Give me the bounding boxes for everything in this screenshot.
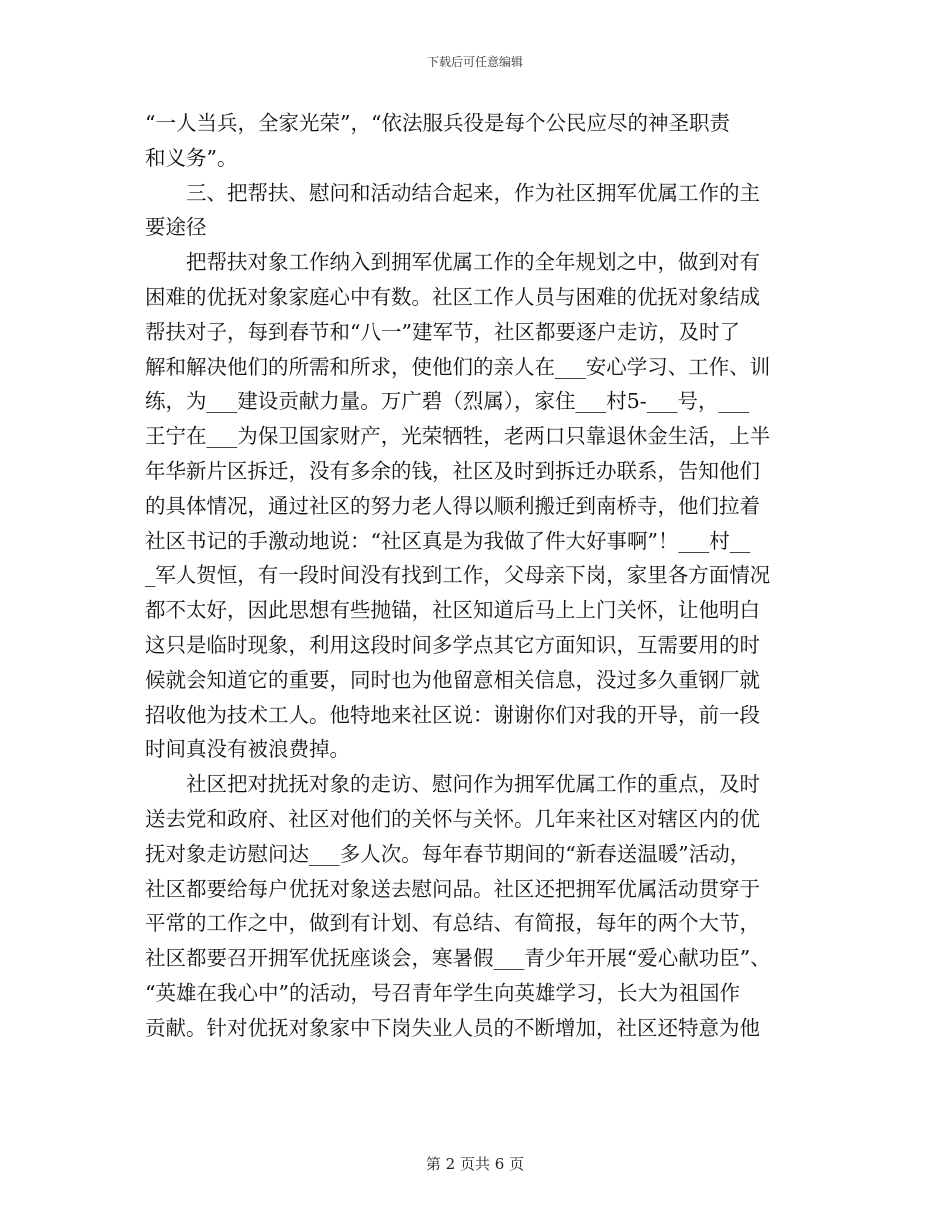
text-line: “一人当兵，全家光荣”，“依法服兵役是每个公民应尽的神圣职责 — [145, 111, 730, 135]
text-line: 候就会知道它的重要，同时也为他留意相关信息，没过多久重钢厂就 — [145, 667, 760, 692]
text-line: 解和解决他们的所需和所求，使他们的亲人在___安心学习、工作、训 — [145, 354, 771, 379]
text-line: 要途径 — [145, 215, 207, 240]
text-line: 社区都要召开拥军优抚座谈会，寒暑假___青少年开展“爱心献功臣”、 — [145, 946, 771, 971]
text-line: 王宁在___为保卫国家财产，光荣牺牲，老两口只靠退休金生活，上半 — [145, 424, 771, 449]
text-line: 都不太好，因此思想有些抛锚，社区知道后马上上门关怀，让他明白 — [145, 598, 760, 623]
page-header: 下载后可任意编辑 — [426, 55, 523, 69]
text-line: 贡献。针对优抚对象家中下岗失业人员的不断增加，社区还特意为他 — [145, 1015, 760, 1040]
text-line: 社区书记的手激动地说：“社区真是为我做了件大好事啊”！___村__ — [145, 528, 751, 553]
page-footer: 第 2 页共 6 页 — [425, 1155, 525, 1173]
text-line: 时间真没有被浪费掉。 — [145, 737, 350, 762]
text-line: 送去党和政府、社区对他们的关怀与关怀。几年来社区对辖区内的优 — [145, 806, 760, 831]
text-line: 困难的优抚对象家庭心中有数。社区工作人员与困难的优抚对象结成 — [145, 284, 760, 309]
text-line: 的具体情况，通过社区的努力老人得以顺利搬迁到南桥寺，他们拉着 — [145, 493, 760, 518]
text-line: “英雄在我心中”的活动，号召青年学生向英雄学习，长大为祖国作 — [145, 980, 740, 1005]
text-line: 年华新片区拆迁，没有多余的钱，社区及时到拆迁办联系，告知他们 — [145, 458, 760, 483]
text-line: 把帮扶对象工作纳入到拥军优属工作的全年规划之中，做到对有 — [145, 250, 760, 275]
text-line: 和义务”。 — [145, 145, 238, 170]
text-line: 社区都要给每户优抚对象送去慰问品。社区还把拥军优属活动贯穿于 — [145, 876, 760, 901]
text-line: 招收他为技术工人。他特地来社区说：谢谢你们对我的开导，前一段 — [145, 702, 760, 727]
text-line: 平常的工作之中，做到有计划、有总结、有简报，每年的两个大节， — [145, 911, 760, 936]
text-line: 三、把帮扶、慰问和活动结合起来，作为社区拥军优属工作的主 — [145, 180, 760, 205]
text-line: _军人贺恒，有一段时间没有找到工作，父母亲下岗，家里各方面情况 — [145, 563, 771, 588]
text-line: 抚对象走访慰问达___多人次。每年春节期间的“新春送温暖”活动， — [145, 841, 751, 866]
text-line: 练，为___建设贡献力量。万广碧（烈属），家住___村5-___号，___ — [145, 389, 750, 414]
text-line: 社区把对扰抚对象的走访、慰问作为拥军优属工作的重点，及时 — [145, 772, 760, 797]
text-line: 帮扶对子，每到春节和“八一”建军节，社区都要逐户走访，及时了 — [145, 319, 740, 344]
text-line: 这只是临时现象，利用这段时间多学点其它方面知识，互需要用的时 — [145, 632, 760, 657]
document-body — [145, 106, 805, 1046]
